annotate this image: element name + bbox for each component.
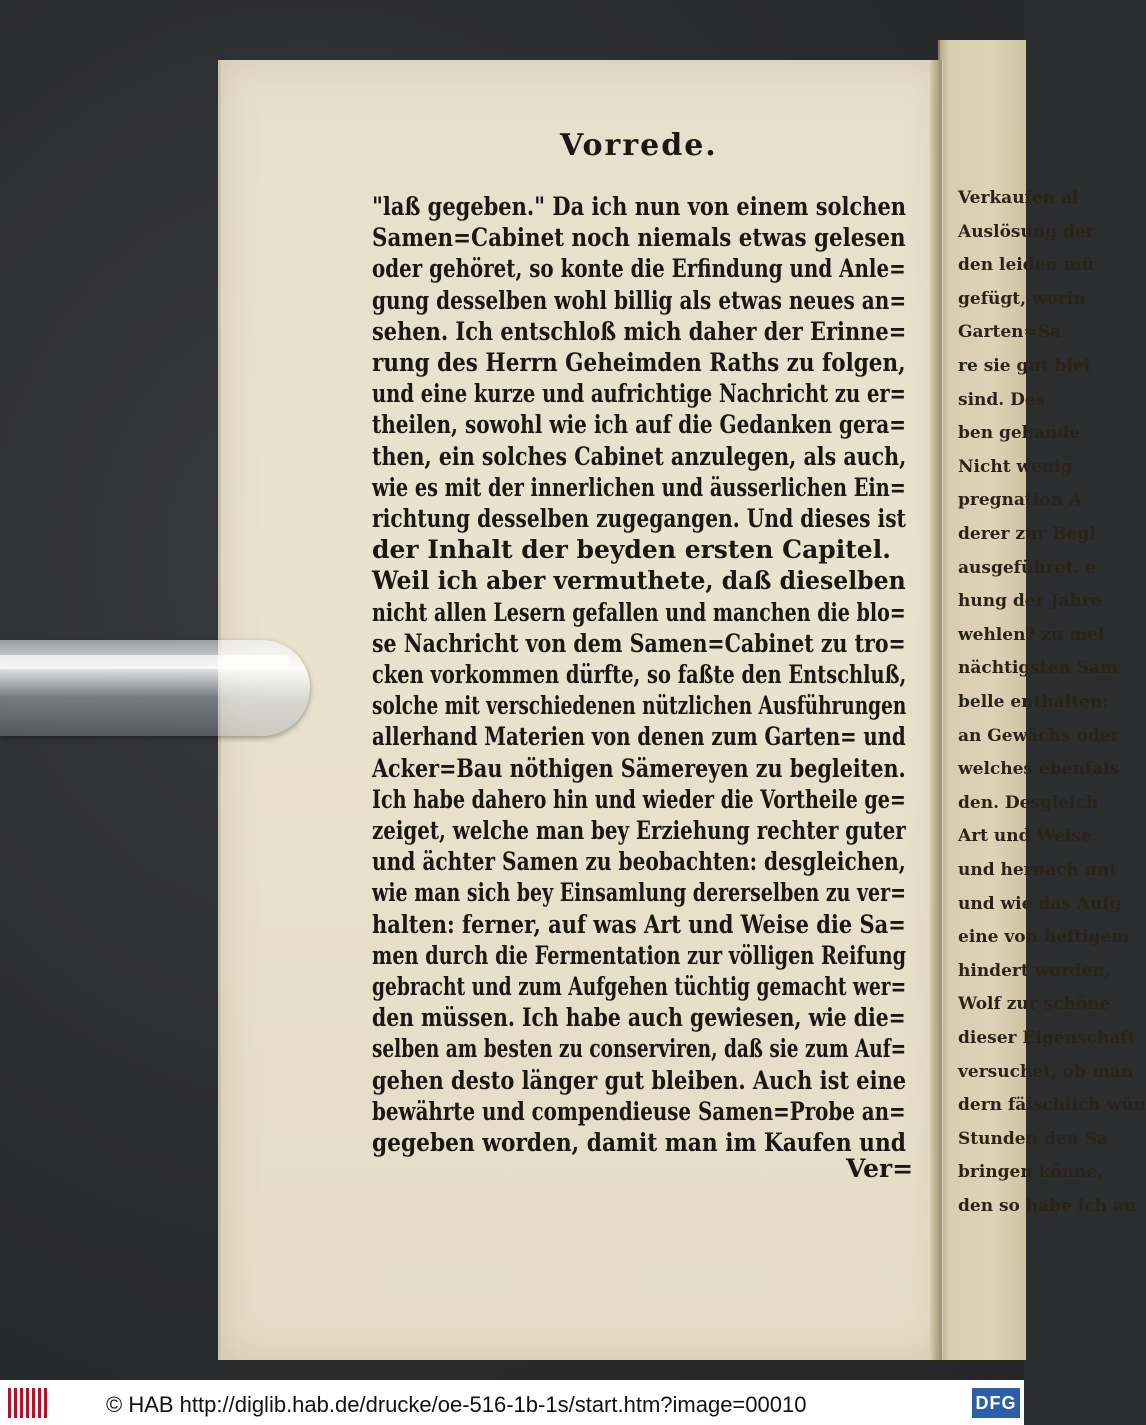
text-line: den müssen. Ich habe auch gewiesen, wie die= bbox=[372, 1003, 906, 1033]
facing-page-line: derer zur Begi bbox=[958, 524, 1096, 544]
facing-page-line: Stunden den Sa bbox=[958, 1128, 1109, 1149]
text-line: der Inhalt der beyden ersten Capitel. bbox=[372, 535, 891, 565]
facing-page-line: wehlen? zu mel bbox=[958, 624, 1105, 645]
facing-page-line: sind. Des bbox=[958, 389, 1046, 410]
text-line: gegeben worden, damit man im Kaufen und bbox=[372, 1128, 906, 1157]
facing-page-line: belle enthalten: bbox=[958, 692, 1109, 712]
dfg-logo-icon: DFG bbox=[972, 1388, 1020, 1418]
footer-copyright-url[interactable]: © HAB http://diglib.hab.de/drucke/oe-516-1b-1s/start.htm?image=00010 bbox=[106, 1392, 807, 1417]
facing-page-line: Verkaufen al bbox=[958, 188, 1079, 208]
facing-page-line: pregnation A bbox=[958, 490, 1083, 511]
facing-page-line: hung der Jahre bbox=[958, 591, 1102, 612]
holder-highlight bbox=[0, 655, 290, 669]
text-line: wie man sich bey Einsamlung dererselben zu ver= bbox=[372, 878, 906, 908]
facing-page-line: den. Desgleich bbox=[958, 792, 1099, 813]
text-line: oder gehöret, so konte die Erfindung und Anle= bbox=[372, 254, 906, 284]
facing-page-line: re sie gut blei bbox=[958, 356, 1091, 376]
facing-page-line: eine von heftigem bbox=[958, 927, 1130, 948]
text-line: cken vorkommen dürfte, so faßte den Entschluß, bbox=[372, 660, 907, 689]
facing-page-fragment bbox=[938, 40, 1146, 1360]
text-line: zeiget, welche man bey Erziehung rechter guter bbox=[372, 816, 906, 845]
text-line: Acker=Bau nöthigen Sämereyen zu begleiten. bbox=[372, 753, 906, 783]
text-line: sehen. Ich entschloß mich daher der Erinne= bbox=[372, 316, 907, 346]
text-line: und ächter Samen zu beobachten: desgleichen, bbox=[372, 847, 906, 877]
text-line: theilen, sowohl wie ich auf die Gedanken gera= bbox=[372, 410, 907, 440]
catchword: Ver= bbox=[846, 1154, 914, 1183]
facing-page-line: den leiden mü bbox=[958, 255, 1095, 276]
text-line: nicht allen Lesern gefallen und manchen die blo= bbox=[372, 597, 906, 627]
facing-page-line: Art und Weise bbox=[958, 826, 1092, 847]
facing-page-line: ausgeführet. e bbox=[958, 557, 1096, 578]
text-line: halten: ferner, auf was Art und Weise die Sa= bbox=[372, 909, 906, 939]
facing-page-line: hindert worden, bbox=[958, 960, 1111, 981]
facing-page-line: versuchet, ob man bbox=[958, 1061, 1134, 1082]
facing-page-line: welches ebenfals bbox=[958, 759, 1120, 780]
text-line: bewährte und compendieuse Samen=Probe an= bbox=[372, 1096, 906, 1126]
facing-page-line: und hernach unt bbox=[958, 860, 1118, 880]
text-line: und eine kurze und aufrichtige Nachricht zu er= bbox=[372, 379, 906, 409]
facing-page-line: dieser Eigenschaft bbox=[958, 1028, 1136, 1048]
text-line: richtung desselben zugegangen. Und dieses ist bbox=[372, 504, 906, 533]
text-line: allerhand Materien von denen zum Garten= und bbox=[372, 722, 906, 752]
facing-page-line: und wie das Aufg bbox=[958, 893, 1122, 914]
facing-page-line: dern fälschlich wün bbox=[958, 1095, 1146, 1116]
facing-page-line: bringen könne, bbox=[958, 1162, 1104, 1183]
facing-page-line: ben gehande bbox=[958, 423, 1081, 444]
facing-page-line: Nicht wenig bbox=[958, 456, 1073, 477]
text-line: then, ein solches Cabinet anzulegen, als auch, bbox=[372, 441, 907, 471]
facing-page-line: gefügt, worin bbox=[958, 288, 1086, 309]
facing-page-line: Garten=Sa bbox=[958, 322, 1062, 343]
text-line: selben am besten zu conserviren, daß sie zum Auf= bbox=[372, 1034, 907, 1064]
text-line: solche mit verschiedenen nützlichen Ausführungen bbox=[372, 691, 907, 721]
page-edge bbox=[930, 60, 942, 1360]
text-line: wie es mit der innerlichen und äusserlichen Ein= bbox=[372, 472, 906, 502]
text-line: Ich habe dahero hin und wieder die Vortheile ge= bbox=[372, 784, 906, 814]
facing-page-line: an Gewächs oder bbox=[958, 725, 1120, 746]
text-line: gehen desto länger gut bleiben. Auch ist eine bbox=[372, 1065, 907, 1095]
facing-page-line: den so habe ich au bbox=[958, 1196, 1137, 1216]
facing-page-line: Wolf zur schöne bbox=[958, 994, 1111, 1015]
text-line: "laß gegeben." Da ich nun von einem solchen bbox=[372, 192, 907, 221]
text-line: se Nachricht von dem Samen=Cabinet zu tro= bbox=[372, 628, 906, 658]
text-line: rung des Herrn Geheimden Raths zu folgen, bbox=[372, 348, 906, 377]
facing-page-line: Auslösung der bbox=[958, 221, 1095, 242]
text-line: gebracht und zum Aufgehen tüchtig gemacht wer= bbox=[372, 972, 907, 1001]
text-line: Samen=Cabinet noch niemals etwas gelesen bbox=[372, 223, 906, 253]
page-header: Vorrede. bbox=[560, 128, 718, 163]
hab-logo-icon bbox=[8, 1388, 48, 1418]
text-line: men durch die Fermentation zur völligen Reifung bbox=[372, 940, 907, 970]
text-line: gung desselben wohl billig als etwas neues an= bbox=[372, 285, 907, 315]
facing-page-line: nächtigsten Sam bbox=[958, 658, 1119, 679]
text-line: Weil ich aber vermuthete, daß dieselben bbox=[372, 566, 906, 596]
